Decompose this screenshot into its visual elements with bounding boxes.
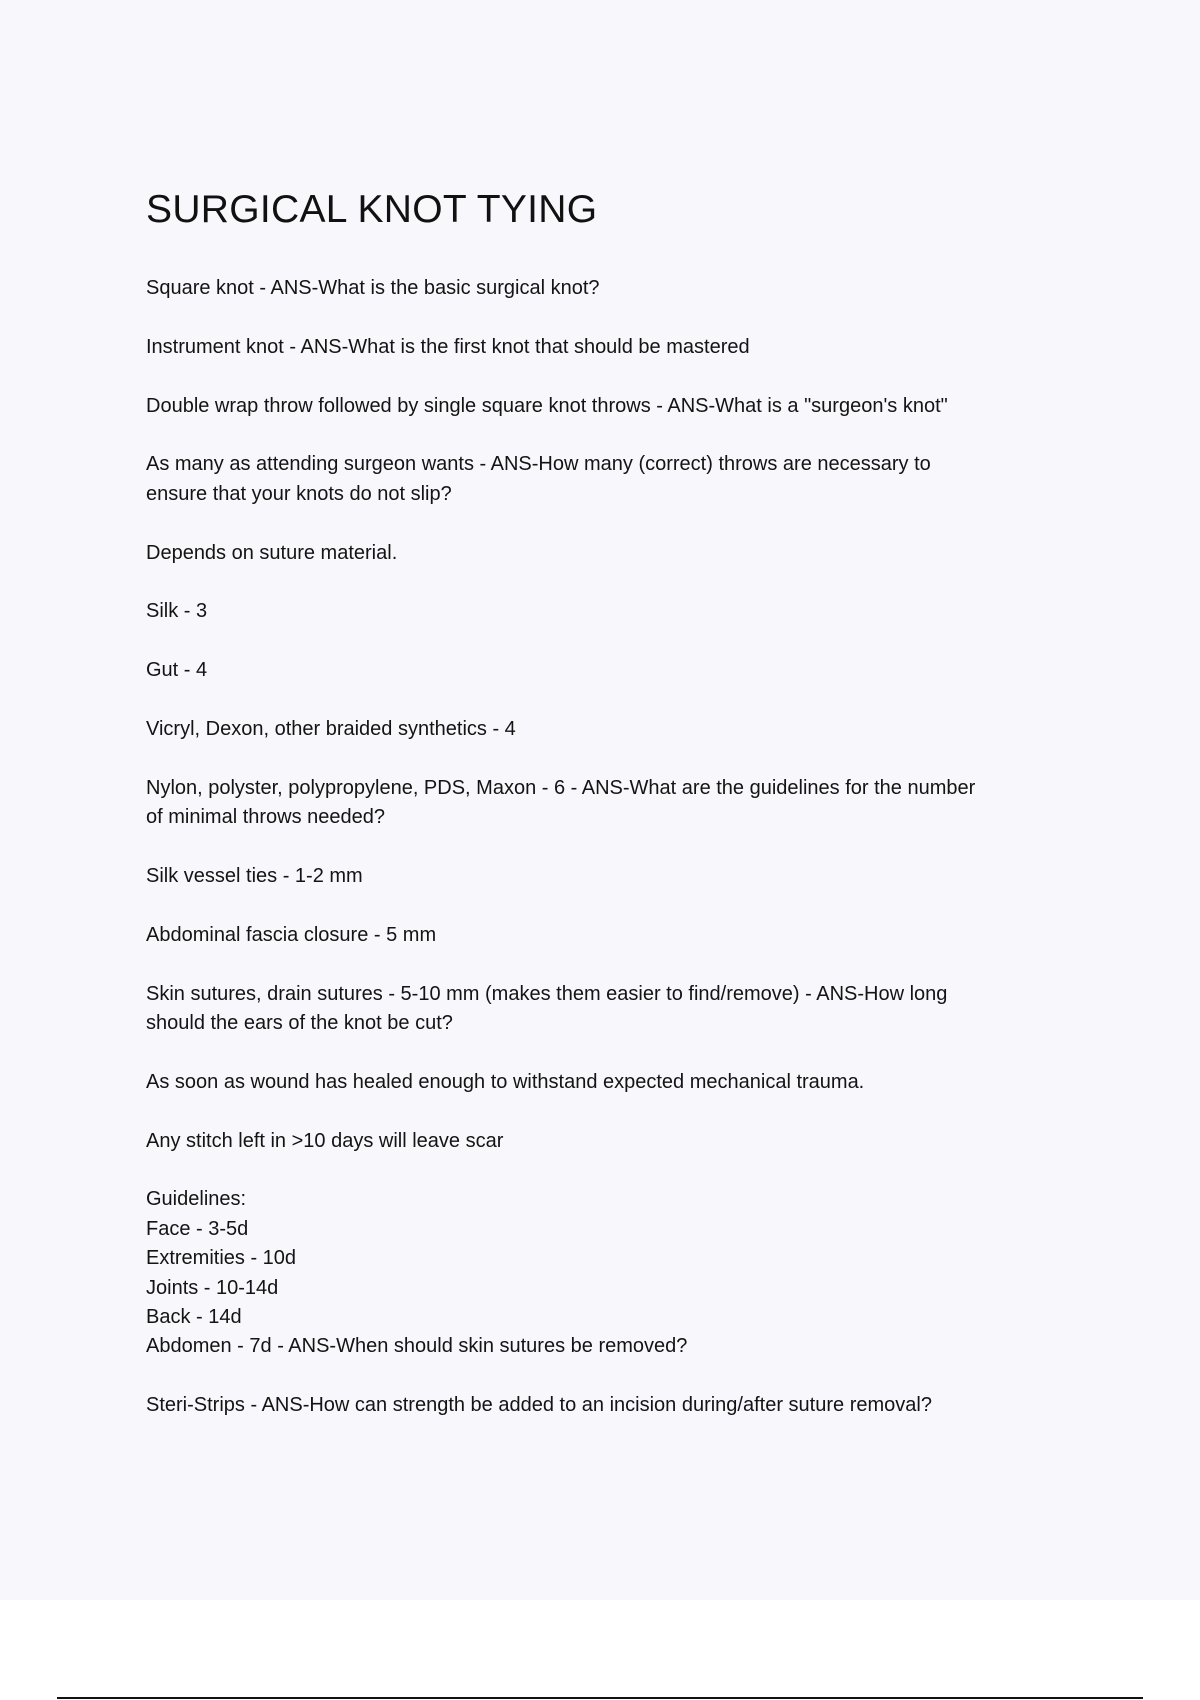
entry-gut: Gut - 4 [146, 659, 208, 682]
entry-throws-necessary: As many as attending surgeon wants - ANS-How many (correct) throws are necessary to ensure that your knots do not slip? [146, 453, 931, 505]
document-content [146, 184, 1086, 1450]
entry-depends-material: Depends on suture material. [146, 541, 398, 564]
entry-abdominal-fascia: Abdominal fascia closure - 5 mm [146, 923, 437, 946]
entry-silk-vessel-ties: Silk vessel ties - 1-2 mm [146, 864, 363, 887]
entry-list [146, 274, 1086, 1421]
entry-knot-ears-length: Skin sutures, drain sutures - 5-10 mm (makes them easier to find/remove) - ANS-How long should the ears of the knot be cut? [146, 982, 948, 1034]
entry-braided-synthetics: Vicryl, Dexon, other braided synthetics - 4 [146, 717, 516, 740]
entry-silk: Silk - 3 [146, 600, 208, 623]
entry-surgeons-knot: Double wrap throw followed by single square knot throws - ANS-What is a "surgeon's knot" [146, 394, 948, 417]
entry-stitch-scar: Any stitch left in >10 days will leave scar [146, 1129, 504, 1152]
entry-removal-guidelines: Guidelines: Face - 3-5d Extremities - 10d Joints - 10-14d Back - 14d Abdomen - 7d - ANS-When should skin sutures be removed? [146, 1188, 688, 1358]
entry-instrument-knot: Instrument knot - ANS-What is the first knot that should be mastered [146, 335, 750, 358]
entry-minimal-throws: Nylon, polyster, polypropylene, PDS, Maxon - 6 - ANS-What are the guidelines for the number of minimal throws needed? [146, 776, 976, 829]
entry-wound-healed: As soon as wound has healed enough to withstand expected mechanical trauma. [146, 1070, 865, 1093]
document-title: SURGICAL KNOT TYING [146, 188, 598, 231]
entry-square-knot: Square knot - ANS-What is the basic surgical knot? [146, 277, 600, 299]
bottom-divider [57, 1697, 1143, 1699]
entry-steri-strips: Steri-Strips - ANS-How can strength be added to an incision during/after suture removal? [146, 1394, 932, 1417]
